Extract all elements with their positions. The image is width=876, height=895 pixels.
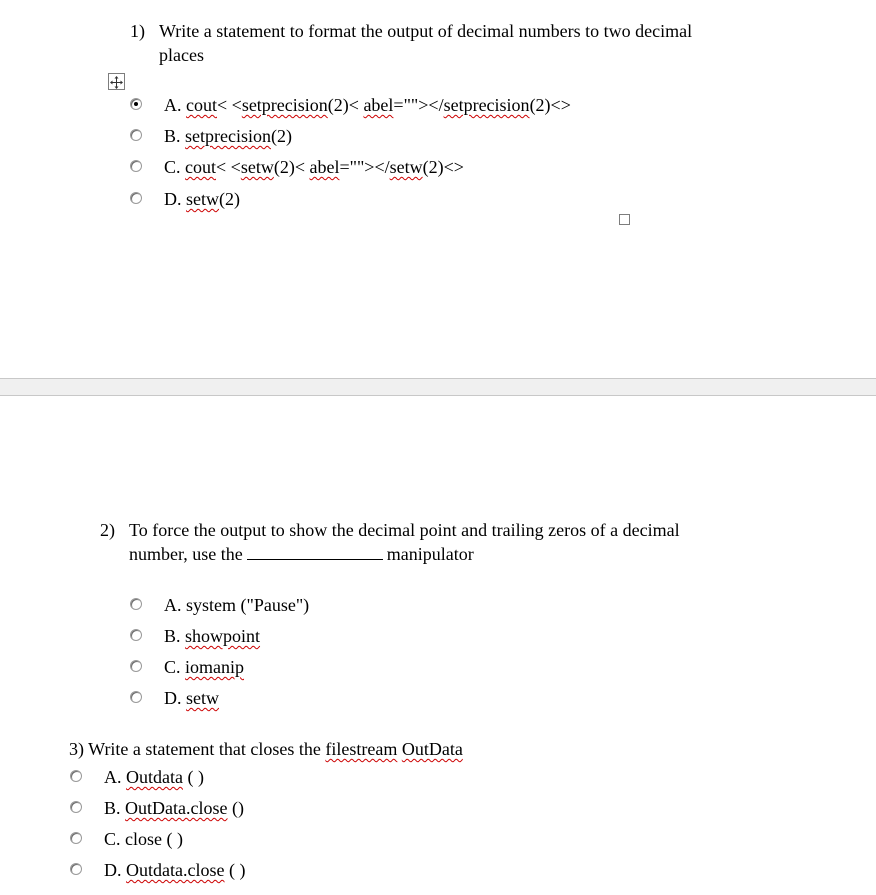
page-break — [0, 378, 876, 396]
question-3-text: 3) Write a statement that closes the filestream OutData — [69, 739, 463, 759]
q2-option-c-label: C. iomanip — [164, 657, 245, 677]
q1-option-d-radio[interactable] — [130, 192, 142, 204]
q1-option-a-label: A. cout< <setprecision(2)< abel=""></setprecision(2)<> — [164, 95, 571, 115]
q3-option-d-label: D. Outdata.close ( ) — [104, 860, 246, 880]
q1-option-b-radio[interactable] — [130, 129, 142, 141]
table-move-handle[interactable] — [108, 73, 125, 90]
q3-option-b-radio[interactable] — [70, 801, 82, 813]
q3-option-c-label: C. close ( ) — [104, 829, 183, 849]
question-1-number: 1) — [130, 21, 145, 41]
question-2-number: 2) — [100, 520, 115, 540]
question-2-text-line1: To force the output to show the decimal point and trailing zeros of a decimal — [129, 520, 680, 540]
q3-option-a-radio[interactable] — [70, 770, 82, 782]
move-arrows-icon — [109, 75, 124, 90]
q1-option-c-label: C. cout< <setw(2)< abel=""></setw(2)<> — [164, 157, 464, 177]
question-1-text-line2: places — [159, 45, 204, 65]
q1-option-a-radio[interactable] — [130, 98, 142, 110]
fill-in-blank — [247, 542, 383, 560]
q2-option-b-label: B. showpoint — [164, 626, 261, 646]
q2-option-a-radio[interactable] — [130, 598, 142, 610]
q2-option-a-label: A. system ("Pause") — [164, 595, 310, 615]
q3-option-c-radio[interactable] — [70, 832, 82, 844]
table-resize-handle[interactable] — [619, 214, 630, 225]
q1-option-c-radio[interactable] — [130, 160, 142, 172]
q2-option-b-radio[interactable] — [130, 629, 142, 641]
q3-option-a-label: A. Outdata ( ) — [104, 767, 204, 787]
q1-option-d-label: D. setw(2) — [164, 189, 240, 209]
q2-option-d-radio[interactable] — [130, 691, 142, 703]
question-1-text-line1: Write a statement to format the output of decimal numbers to two decimal — [159, 21, 693, 41]
question-2-text-line2: number, use the manipulator — [129, 544, 474, 564]
q3-option-d-radio[interactable] — [70, 863, 82, 875]
q3-option-b-label: B. OutData.close () — [104, 798, 244, 818]
q2-option-d-label: D. setw — [164, 688, 219, 708]
q1-option-b-label: B. setprecision(2) — [164, 126, 292, 146]
q2-option-c-radio[interactable] — [130, 660, 142, 672]
